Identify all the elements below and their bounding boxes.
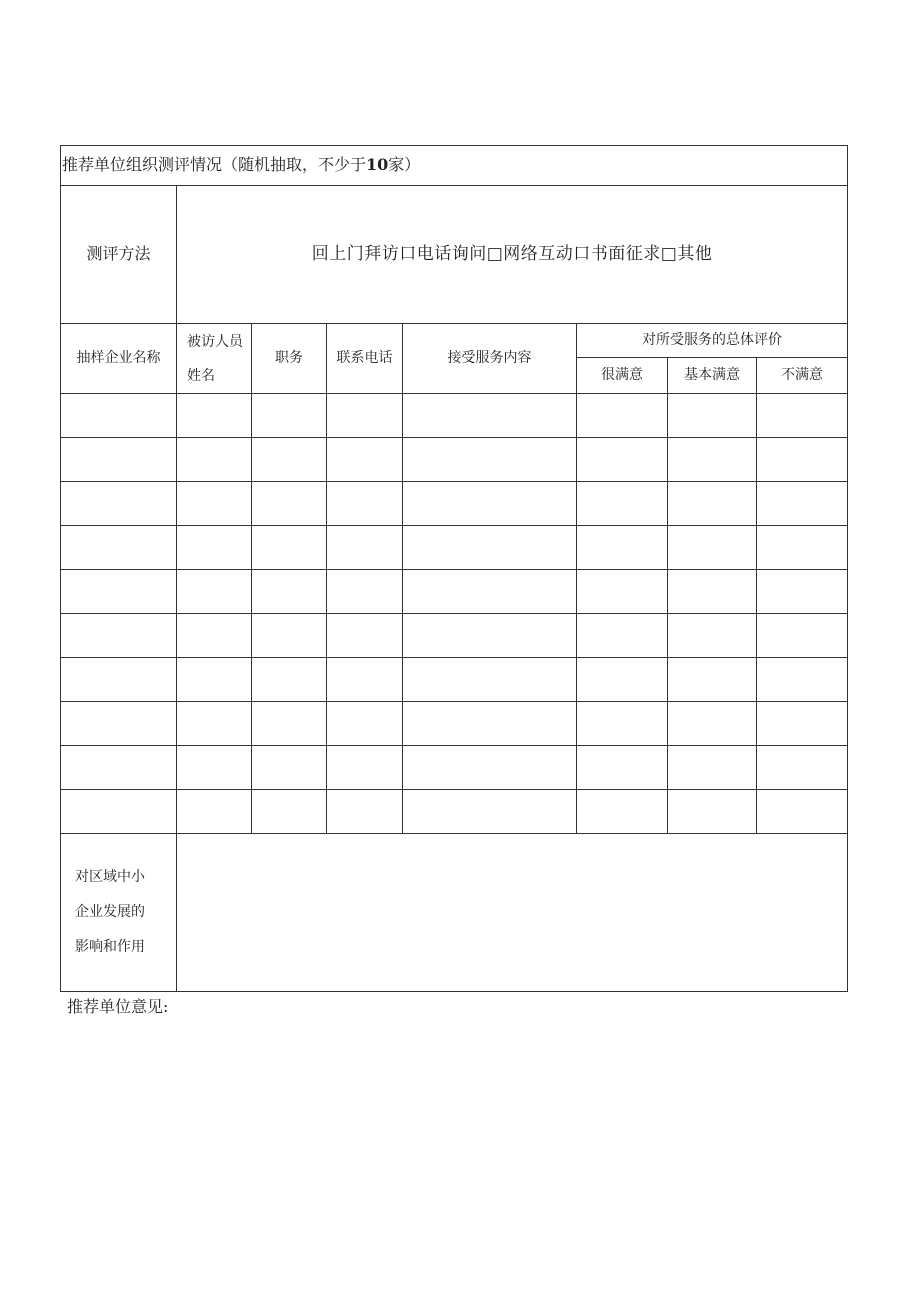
cell-service-content[interactable] (403, 614, 577, 658)
header-basically-satisfied: 基本满意 (668, 358, 757, 394)
cell-interviewee[interactable] (177, 746, 252, 790)
cell-not-satisfied[interactable] (757, 658, 848, 702)
cell-company[interactable] (61, 702, 177, 746)
cell-phone[interactable] (327, 658, 403, 702)
cell-interviewee[interactable] (177, 790, 252, 834)
cell-very-satisfied[interactable] (577, 394, 668, 438)
cell-not-satisfied[interactable] (757, 438, 848, 482)
impact-value-cell[interactable] (177, 834, 848, 992)
cell-interviewee[interactable] (177, 438, 252, 482)
cell-interviewee[interactable] (177, 658, 252, 702)
cell-position[interactable] (252, 702, 327, 746)
form-title (61, 146, 848, 186)
header-phone: 联系电话 (327, 324, 403, 394)
cell-phone[interactable] (327, 394, 403, 438)
cell-interviewee[interactable] (177, 394, 252, 438)
table-row (61, 702, 848, 746)
cell-not-satisfied[interactable] (757, 570, 848, 614)
table-row (61, 614, 848, 658)
impact-label (61, 834, 177, 992)
cell-interviewee[interactable] (177, 526, 252, 570)
cell-very-satisfied[interactable] (577, 658, 668, 702)
cell-service-content[interactable] (403, 482, 577, 526)
cell-service-content[interactable] (403, 570, 577, 614)
evaluation-form-table (60, 145, 848, 992)
table-row (61, 482, 848, 526)
cell-service-content[interactable] (403, 438, 577, 482)
table-row (61, 438, 848, 482)
cell-company[interactable] (61, 482, 177, 526)
cell-position[interactable] (252, 658, 327, 702)
cell-company[interactable] (61, 658, 177, 702)
cell-not-satisfied[interactable] (757, 394, 848, 438)
table-row (61, 570, 848, 614)
table-row (61, 526, 848, 570)
cell-basically-satisfied[interactable] (668, 570, 757, 614)
cell-company[interactable] (61, 526, 177, 570)
header-evaluation-group: 对所受服务的总体评价 (577, 324, 848, 358)
cell-company[interactable] (61, 614, 177, 658)
cell-not-satisfied[interactable] (757, 702, 848, 746)
header-interviewee-line2: 姓名 (187, 367, 215, 384)
cell-service-content[interactable] (403, 702, 577, 746)
cell-position[interactable] (252, 570, 327, 614)
cell-company[interactable] (61, 746, 177, 790)
cell-phone[interactable] (327, 614, 403, 658)
cell-service-content[interactable] (403, 394, 577, 438)
header-service-content: 接受服务内容 (403, 324, 577, 394)
form-title-suffix: 家） (388, 155, 421, 175)
method-options[interactable]: 回上门拜访口电话询问□网络互动口书面征求□其他 (177, 186, 848, 324)
cell-position[interactable] (252, 394, 327, 438)
cell-service-content[interactable] (403, 526, 577, 570)
header-very-satisfied: 很满意 (577, 358, 668, 394)
cell-basically-satisfied[interactable] (668, 790, 757, 834)
cell-basically-satisfied[interactable] (668, 746, 757, 790)
table-row (61, 746, 848, 790)
cell-phone[interactable] (327, 746, 403, 790)
table-row (61, 790, 848, 834)
cell-service-content[interactable] (403, 658, 577, 702)
cell-service-content[interactable] (403, 790, 577, 834)
cell-interviewee[interactable] (177, 570, 252, 614)
cell-basically-satisfied[interactable] (668, 438, 757, 482)
header-company: 抽样企业名称 (61, 324, 177, 394)
cell-basically-satisfied[interactable] (668, 702, 757, 746)
cell-company[interactable] (61, 570, 177, 614)
cell-very-satisfied[interactable] (577, 746, 668, 790)
form-title-number: 10 (366, 155, 389, 175)
cell-company[interactable] (61, 394, 177, 438)
cell-very-satisfied[interactable] (577, 526, 668, 570)
cell-phone[interactable] (327, 702, 403, 746)
header-position: 职务 (252, 324, 327, 394)
cell-position[interactable] (252, 746, 327, 790)
cell-very-satisfied[interactable] (577, 614, 668, 658)
cell-position[interactable] (252, 482, 327, 526)
cell-position[interactable] (252, 438, 327, 482)
cell-phone[interactable] (327, 570, 403, 614)
recommender-opinion-label: 推荐单位意见: (67, 997, 169, 1016)
cell-company[interactable] (61, 438, 177, 482)
form-title-prefix: 推荐单位组织测评情况（随机抽取，不少于 (62, 155, 367, 175)
cell-not-satisfied[interactable] (757, 526, 848, 570)
cell-basically-satisfied[interactable] (668, 526, 757, 570)
impact-label-line1: 对区域中小 (75, 869, 145, 885)
method-label: 测评方法 (61, 186, 177, 324)
cell-interviewee[interactable] (177, 614, 252, 658)
cell-basically-satisfied[interactable] (668, 394, 757, 438)
cell-basically-satisfied[interactable] (668, 614, 757, 658)
impact-label-line3: 影响和作用 (75, 939, 145, 955)
table-row (61, 394, 848, 438)
header-interviewee (177, 324, 252, 394)
header-interviewee-line1: 被访人员 (187, 333, 243, 350)
cell-very-satisfied[interactable] (577, 482, 668, 526)
cell-very-satisfied[interactable] (577, 790, 668, 834)
cell-not-satisfied[interactable] (757, 746, 848, 790)
cell-very-satisfied[interactable] (577, 438, 668, 482)
cell-not-satisfied[interactable] (757, 482, 848, 526)
table-row (61, 658, 848, 702)
cell-basically-satisfied[interactable] (668, 658, 757, 702)
cell-phone[interactable] (327, 482, 403, 526)
cell-service-content[interactable] (403, 746, 577, 790)
cell-very-satisfied[interactable] (577, 702, 668, 746)
cell-position[interactable] (252, 526, 327, 570)
cell-not-satisfied[interactable] (757, 614, 848, 658)
cell-basically-satisfied[interactable] (668, 482, 757, 526)
cell-interviewee[interactable] (177, 482, 252, 526)
cell-phone[interactable] (327, 438, 403, 482)
cell-not-satisfied[interactable] (757, 790, 848, 834)
cell-position[interactable] (252, 614, 327, 658)
cell-company[interactable] (61, 790, 177, 834)
cell-phone[interactable] (327, 526, 403, 570)
cell-interviewee[interactable] (177, 702, 252, 746)
cell-very-satisfied[interactable] (577, 570, 668, 614)
cell-phone[interactable] (327, 790, 403, 834)
impact-label-line2: 企业发展的 (75, 904, 145, 920)
cell-position[interactable] (252, 790, 327, 834)
header-not-satisfied: 不满意 (757, 358, 848, 394)
